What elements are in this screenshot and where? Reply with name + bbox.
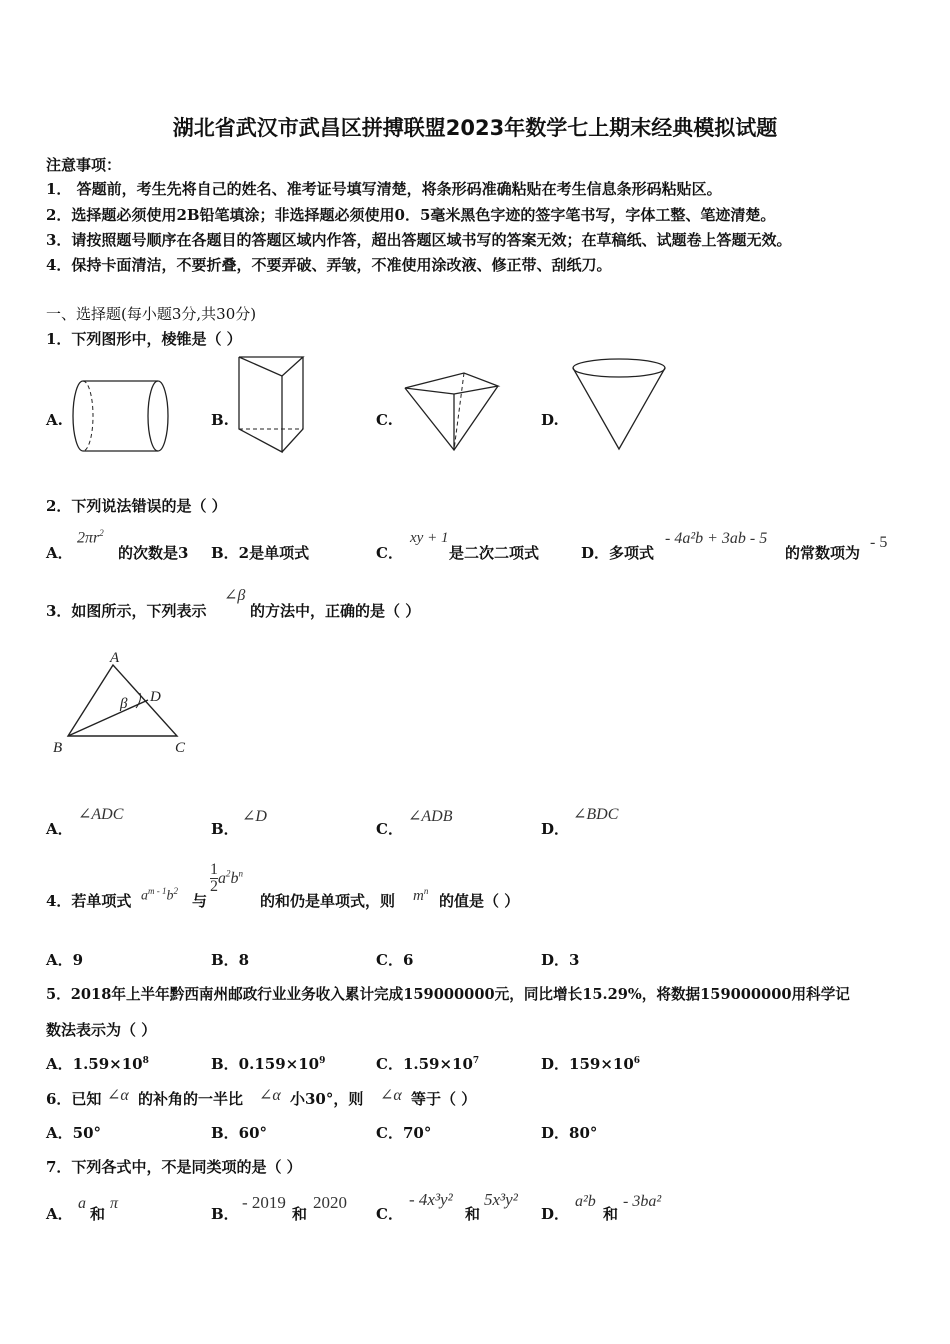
q3-option-a-math: ∠ADC <box>78 806 124 823</box>
point-d-label: D <box>150 689 161 705</box>
q4-mn: $m^n$ <box>413 886 429 904</box>
triangle-figure <box>50 648 200 760</box>
q4-monomial-1: $a^{m - 1}b^2$ <box>141 886 178 904</box>
q5-stem-line-2: 数法表示为（ ） <box>46 1021 157 1039</box>
q5-option-a: A．$1.59\times 10^8$ <box>46 1055 149 1073</box>
q4-join: 与 <box>192 892 208 910</box>
q4-stem-3: 的值是（ ） <box>439 892 520 910</box>
beta-label: β <box>120 696 128 712</box>
q4-option-b: B．8 <box>211 951 250 969</box>
q7-option-c-m2: 5x³y² <box>484 1190 518 1209</box>
section-heading: 一、选择题(每小题3分,共30分) <box>46 305 257 323</box>
q7-option-b-m1: - 2019 <box>242 1193 286 1212</box>
q4-monomial-2: $\frac{1}{2}$ $a^2b^n$ <box>210 861 243 895</box>
q6-stem-4: 等于（ ） <box>411 1090 477 1108</box>
q7-option-c-m1: - 4x³y² <box>409 1190 453 1209</box>
q3-option-c-math: ∠ADB <box>408 808 453 825</box>
vertex-c-label: C <box>175 740 186 756</box>
q2-option-b: B．2是单项式 <box>211 544 310 562</box>
q2-option-a-math: $2\pi r^2$ <box>77 528 104 547</box>
q1-option-d: D. <box>541 411 559 429</box>
q6-angle-1: ∠α <box>107 1087 129 1104</box>
q5-option-d: D．$159\times 10^6$ <box>541 1055 641 1073</box>
q7-option-c-label: C． <box>376 1205 403 1223</box>
q6-stem-1: 6．已知 <box>46 1090 102 1108</box>
notice-heading: 注意事项： <box>46 156 122 174</box>
q4-option-c: C．6 <box>376 951 414 969</box>
vertex-a-label: A <box>110 650 120 666</box>
q2-option-d-text2: 的常数项为 <box>785 544 861 562</box>
page-title: 湖北省武汉市武昌区拼搏联盟2023年数学七上期末经典模拟试题 <box>172 116 778 140</box>
q3-stem-1: 3．如图所示，下列表示 <box>46 602 207 620</box>
q7-option-d-label: D． <box>541 1205 570 1223</box>
q6-angle-2: ∠α <box>259 1087 281 1104</box>
q1-stem: 1．下列图形中，棱锥是（ ） <box>46 330 242 348</box>
prism-figure <box>236 354 308 456</box>
q5-stem-line-1: 5．2018年上半年黔西南州邮政行业业务收入累计完成159000000元，同比增长15.29%，将数据159000000用科学记 <box>46 986 850 1003</box>
q5-option-c: C．$1.59\times 10^7$ <box>376 1055 480 1073</box>
q5-option-b: B．$0.159\times 10^9$ <box>211 1055 326 1073</box>
q7-option-b-and: 和 <box>292 1205 308 1223</box>
q2-option-a-text: 的次数是3 <box>118 544 189 562</box>
q7-option-a-m1: a <box>78 1195 86 1212</box>
q3-stem-math: ∠β <box>224 587 246 604</box>
q3-option-a-label: A． <box>46 820 73 838</box>
q3-option-b-math: ∠D <box>242 808 267 825</box>
q1-option-b: B. <box>211 411 229 429</box>
cylinder-figure <box>70 378 175 456</box>
q2-stem: 2．下列说法错误的是（ ） <box>46 497 227 515</box>
cone-figure <box>570 356 670 452</box>
q6-option-a: A．50° <box>46 1124 102 1142</box>
q2-option-c-label: C． <box>376 544 403 562</box>
q2-option-c-math: xy + 1 <box>410 530 449 546</box>
q7-option-b-m2: 2020 <box>313 1193 347 1212</box>
q3-option-d-math: ∠BDC <box>573 806 619 823</box>
q7-option-c-and: 和 <box>465 1205 481 1223</box>
q6-stem-3: 小30°，则 <box>290 1090 364 1108</box>
notice-item-4: 4．保持卡面清洁，不要折叠，不要弄破、弄皱，不准使用涂改液、修正带、刮纸刀。 <box>46 256 612 274</box>
pyramid-figure <box>402 370 504 454</box>
q4-option-a: A．9 <box>46 951 84 969</box>
q7-option-d-m2: - 3ba² <box>623 1193 662 1210</box>
q3-option-d-label: D． <box>541 820 570 838</box>
q7-option-d-and: 和 <box>603 1205 619 1223</box>
q7-option-a-and: 和 <box>90 1205 106 1223</box>
q7-stem: 7．下列各式中，不是同类项的是（ ） <box>46 1158 302 1176</box>
q4-stem-1: 4．若单项式 <box>46 892 132 910</box>
q6-stem-2: 的补角的一半比 <box>138 1090 244 1108</box>
q6-option-c: C．70° <box>376 1124 432 1142</box>
q2-option-c-text: 是二次二项式 <box>449 544 540 562</box>
q1-option-c: C. <box>376 411 393 429</box>
q3-option-c-label: C． <box>376 820 403 838</box>
notice-item-2: 2．选择题必须使用2B铅笔填涂；非选择题必须使用0．5毫米黑色字迹的签字笔书写，字体工整、笔迹清楚。 <box>46 206 776 224</box>
q2-option-d-math: - 4a²b + 3ab - 5 <box>665 530 768 547</box>
q7-option-a-label: A． <box>46 1205 73 1223</box>
q3-stem-2: 的方法中，正确的是（ ） <box>250 602 421 620</box>
q2-option-a-label: A． <box>46 544 73 562</box>
notice-item-3: 3．请按照题号顺序在各题目的答题区域内作答，超出答题区域书写的答案无效；在草稿纸、试题卷上答题无效。 <box>46 231 792 249</box>
q4-option-d: D．3 <box>541 951 580 969</box>
q7-option-b-label: B． <box>211 1205 239 1223</box>
q6-angle-3: ∠α <box>380 1087 402 1104</box>
q4-stem-2: 的和仍是单项式，则 <box>260 892 396 910</box>
q7-option-d-m1: a²b <box>575 1193 596 1210</box>
q2-option-d-math2: - 5 <box>870 534 888 551</box>
q3-option-b-label: B． <box>211 820 239 838</box>
q7-option-a-m2: π <box>110 1195 119 1212</box>
vertex-b-label: B <box>53 740 63 756</box>
q1-option-a: A. <box>46 411 63 429</box>
q2-option-d-text: D．多项式 <box>581 544 655 562</box>
q6-option-b: B．60° <box>211 1124 268 1142</box>
q6-option-d: D．80° <box>541 1124 598 1142</box>
notice-item-1: 1． 答题前，考生先将自己的姓名、准考证号填写清楚，将条形码准确粘贴在考生信息条形码粘贴区。 <box>46 180 722 198</box>
